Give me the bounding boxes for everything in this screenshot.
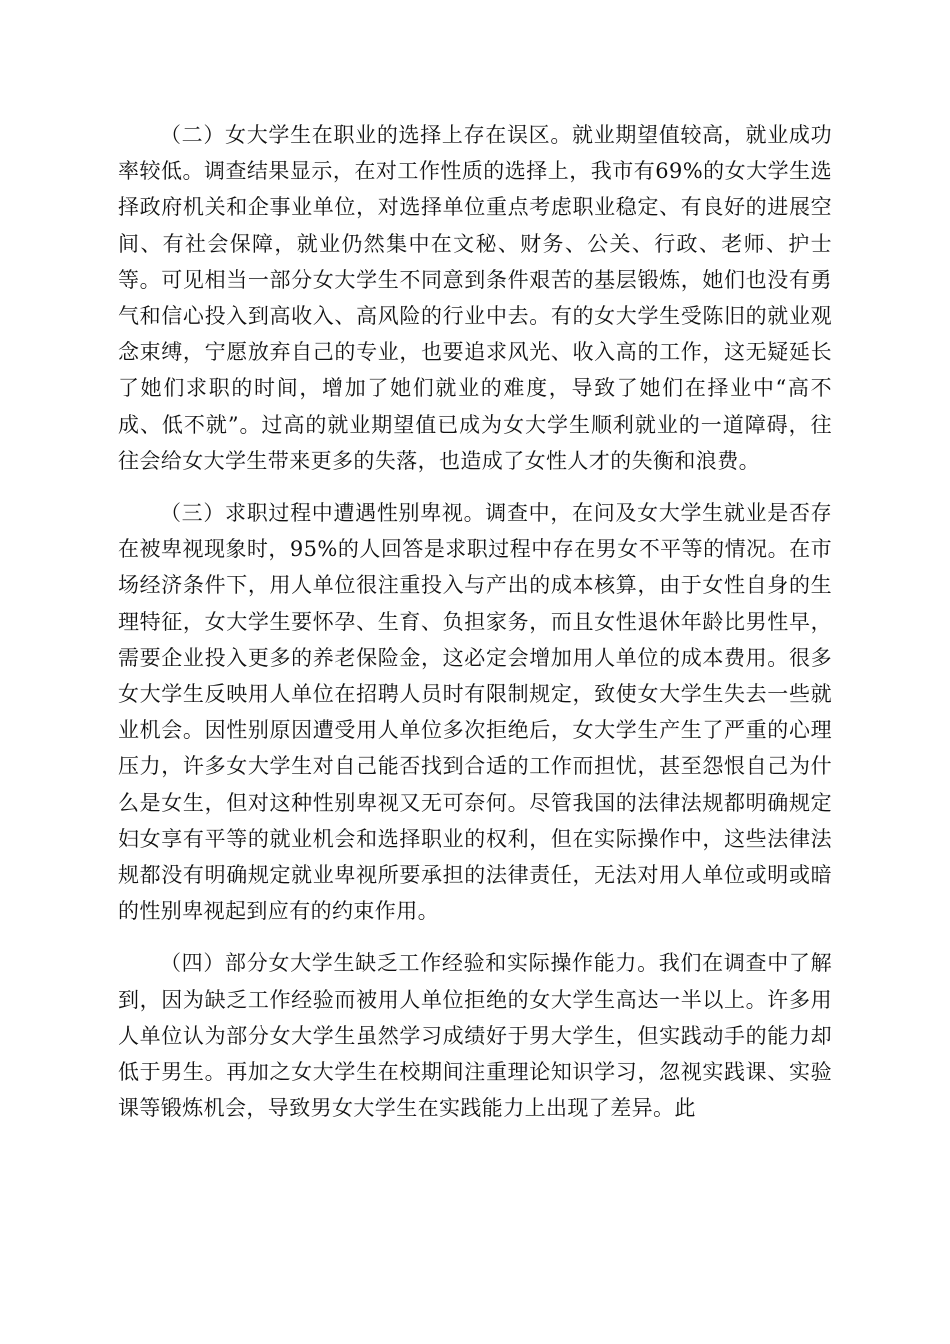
paragraph-section-4: （四）部分女大学生缺乏工作经验和实际操作能力。我们在调查中了解到，因为缺乏工作经验而被用人单位拒绝的女大学生高达一半以上。许多用人单位认为部分女大学生虽然学习成绩好于男大学生，但实践动手的能力却低于男生。再加之女大学生在校期间注重理论知识学习，忽视实践课、实验课等锻炼机会，导致男女大学生在实践能力上出现了差异。此 — [118, 951, 832, 1121]
document-page — [118, 117, 832, 1126]
paragraph-section-2: （二）女大学生在职业的选择上存在误区。就业期望值较高，就业成功率较低。调查结果显示，在对工作性质的选择上，我市有69%的女大学生选择政府机关和企事业单位，对选择单位重点考虑职业稳定、有良好的进展空间、有社会保障，就业仍然集中在文秘、财务、公关、行政、老师、护士等。可见相当一部分女大学生不同意到条件艰苦的基层锻炼，她们也没有勇气和信心投入到高收入、高风险的行业中去。有的女大学生受陈旧的就业观念束缚，宁愿放弃自己的专业，也要追求风光、收入高的工作，这无疑延长了她们求职的时间，增加了她们就业的难度，导致了她们在择业中“高不成、低不就”。过高的就业期望值已成为女大学生顺利就业的一道障碍，往往会给女大学生带来更多的失落，也造成了女性人才的失衡和浪费。 — [118, 123, 832, 473]
paragraph-section-3: （三）求职过程中遭遇性别卑视。调查中，在问及女大学生就业是否存在被卑视现象时，95%的人回答是求职过程中存在男女不平等的情况。在市场经济条件下，用人单位很注重投入与产出的成本核算，由于女性自身的生理特征，女大学生要怀孕、生育、负担家务，而且女性退休年龄比男性早，需要企业投入更多的养老保险金，这必定会增加用人单位的成本费用。很多女大学生反映用人单位在招聘人员时有限制规定，致使女大学生失去一些就业机会。因性别原因遭受用人单位多次拒绝后，女大学生产生了严重的心理压力，许多女大学生对自己能否找到合适的工作而担忧，甚至怨恨自己为什么是女生，但对这种性别卑视又无可奈何。尽管我国的法律法规都明确规定妇女享有平等的就业机会和选择职业的权利，但在实际操作中，这些法律法规都没有明确规定就业卑视所要承担的法律责任，无法对用人单位或明或暗的性别卑视起到应有的约束作用。 — [118, 501, 832, 924]
